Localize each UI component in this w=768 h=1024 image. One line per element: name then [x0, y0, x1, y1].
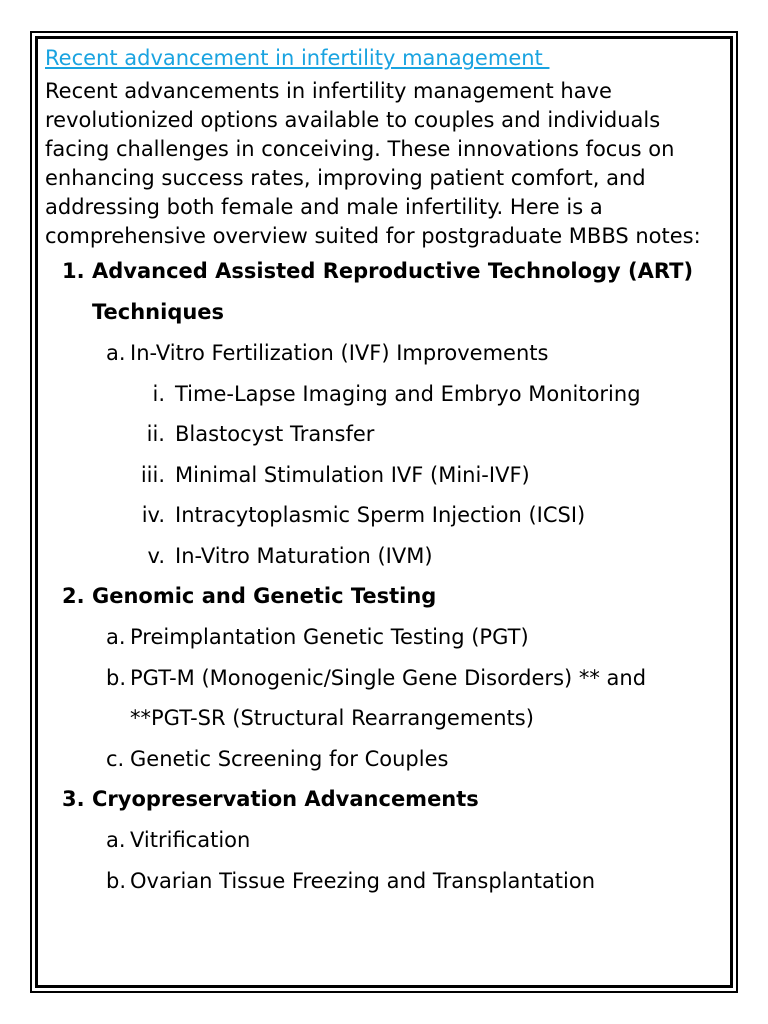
list-item — [45, 333, 730, 374]
list-item-text: Genetic Screening for Couples — [130, 746, 449, 771]
list-subitem-text: Time-Lapse Imaging and Embryo Monitoring — [175, 381, 641, 406]
list-subitem-text: Blastocyst Transfer — [175, 422, 375, 446]
list-marker: a. — [106, 828, 126, 852]
list-item-text: In-Vitro Fertilization (IVF) Improvements — [130, 341, 549, 365]
list-marker: v. — [147, 543, 165, 568]
list-marker: iv. — [141, 503, 165, 527]
list-subitem — [45, 414, 730, 455]
list-item-text: Vitrification — [130, 828, 251, 852]
list-subitem — [45, 455, 730, 496]
section-number: 3. — [62, 787, 85, 811]
list-marker: i. — [152, 381, 165, 406]
title-link[interactable]: Recent advancement in infertility management — [45, 46, 550, 70]
list-item-text: Ovarian Tissue Freezing and Transplantation — [130, 868, 596, 893]
list-item — [45, 617, 730, 658]
list-marker: iii. — [140, 462, 165, 487]
list-marker: c. — [106, 746, 125, 771]
list-item — [45, 861, 730, 902]
list-subitem — [45, 495, 730, 536]
section-number: 1. — [62, 259, 85, 283]
list-item-text: PGT-M (Monogenic/Single Gene Disorders) ** and **PGT-SR (Structural Rearrangements) — [130, 665, 647, 730]
list-item-text: Preimplantation Genetic Testing (PGT) — [130, 625, 529, 649]
list-item — [45, 739, 730, 780]
list-marker: b. — [106, 868, 127, 893]
list-marker: ii. — [146, 422, 165, 446]
section-heading-text: Advanced Assisted Reproductive Technology (ART) Techniques — [92, 259, 694, 324]
list-subitem-text: Minimal Stimulation IVF (Mini-IVF) — [175, 462, 530, 487]
list-subitem-text: In-Vitro Maturation (IVM) — [175, 543, 433, 568]
section-heading-3 — [45, 779, 730, 820]
list-subitem-text: Intracytoplasmic Sperm Injection (ICSI) — [175, 503, 586, 527]
list-marker: b. — [106, 665, 127, 690]
section-heading-text: Cryopreservation Advancements — [92, 787, 479, 811]
list-marker: a. — [106, 625, 126, 649]
list-item — [45, 820, 730, 861]
intro-paragraph: Recent advancements in infertility management have revolutionized options available to couples and individuals facing challenges in conceiving. These innovations focus on enhancing success rates, improving patient comfort, and addressing both female and male infertility. Here is a comprehensive overview suited for postgraduate MBBS notes: — [45, 79, 701, 248]
list-item — [45, 658, 730, 739]
list-subitem — [45, 536, 730, 577]
section-heading-text: Genomic and Genetic Testing — [92, 584, 437, 608]
list-subitem — [45, 374, 730, 415]
section-heading-1 — [45, 251, 730, 333]
list-marker: a. — [106, 341, 126, 365]
document-body — [45, 44, 730, 901]
section-number: 2. — [62, 584, 85, 608]
section-heading-2 — [45, 576, 730, 617]
